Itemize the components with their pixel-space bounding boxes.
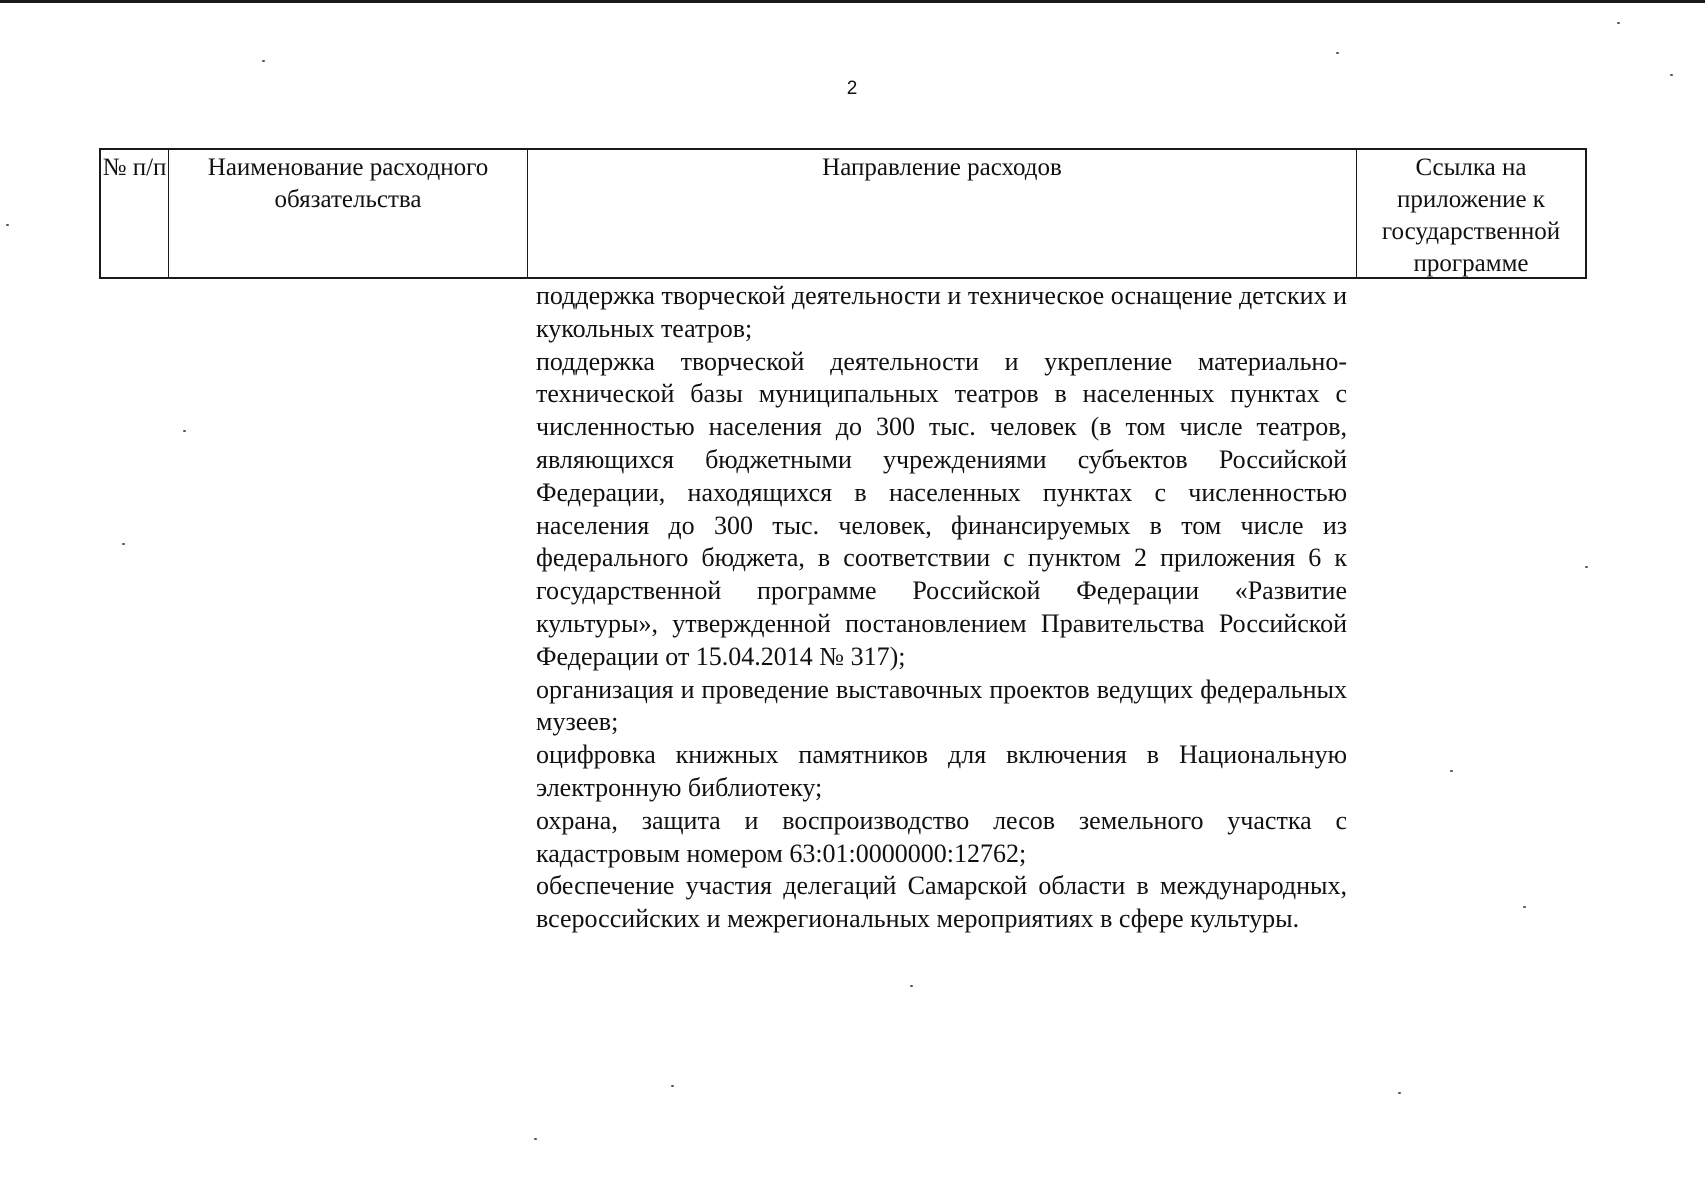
scan-speck [262,60,265,62]
header-cell-expense-direction: Направление расходов [528,150,1357,277]
scan-speck [183,430,186,432]
scan-speck [1523,906,1526,908]
scan-speck [1670,74,1673,76]
header-cell-obligation-name: Наименование расходного обязательства [169,150,528,277]
scan-speck [122,543,125,545]
expense-directions-text [536,280,1347,936]
paragraph-forest-protection: охрана, защита и воспроизводство лесов земельного участка с кадастровым номером 63:01:0000000:12762; [536,805,1347,868]
header-cell-number: № п/п [101,150,169,277]
table-header [99,148,1587,279]
scan-speck [1398,1092,1401,1094]
paragraph-theatres-equipment: поддержка творческой деятельности и техническое оснащение детских и кукольных театров; [536,281,1347,343]
scan-speck [1617,22,1620,24]
scan-speck [1336,52,1339,54]
scan-speck [1585,566,1588,568]
paragraph-delegations: обеспечение участия делегаций Самарской области в международных, всероссийских и межрегиональных мероприятиях в сфере культуры. [536,871,1347,934]
scan-speck [671,1085,674,1087]
top-border-line [0,0,1705,3]
scan-speck [1450,770,1453,772]
paragraph-book-digitization: оцифровка книжных памятников для включения в Национальную электронную библиотеку; [536,740,1347,802]
scan-speck [6,224,9,226]
paragraph-museum-exhibitions: организация и проведение выставочных проектов ведущих федеральных музеев; [536,674,1347,737]
paragraph-municipal-theatres: поддержка творческой деятельности и укрепление материально-технической базы муниципальных театров в населенных пунктах с численностью населения до 300 тыс. человек (в том числе театров, являющихся бюджетными учреждениями субъектов Российской Федерации, находящихся в населенных пунктах с численностью населения до 300 тыс. человек, финансируемых в том числе из федерального бюджета, в соответствии с пунктом 2 приложения 6 к государственной программе Российской Федерации «Развитие культуры», утвержденной постановлением Правительства Российской Федерации от 15.04.2014 № 317); [536,346,1347,671]
scan-speck [910,985,913,987]
page-number: 2 [846,78,858,99]
header-cell-program-reference: Ссылка на приложение к государственной программе [1381,154,1561,277]
scan-speck [534,1138,537,1140]
